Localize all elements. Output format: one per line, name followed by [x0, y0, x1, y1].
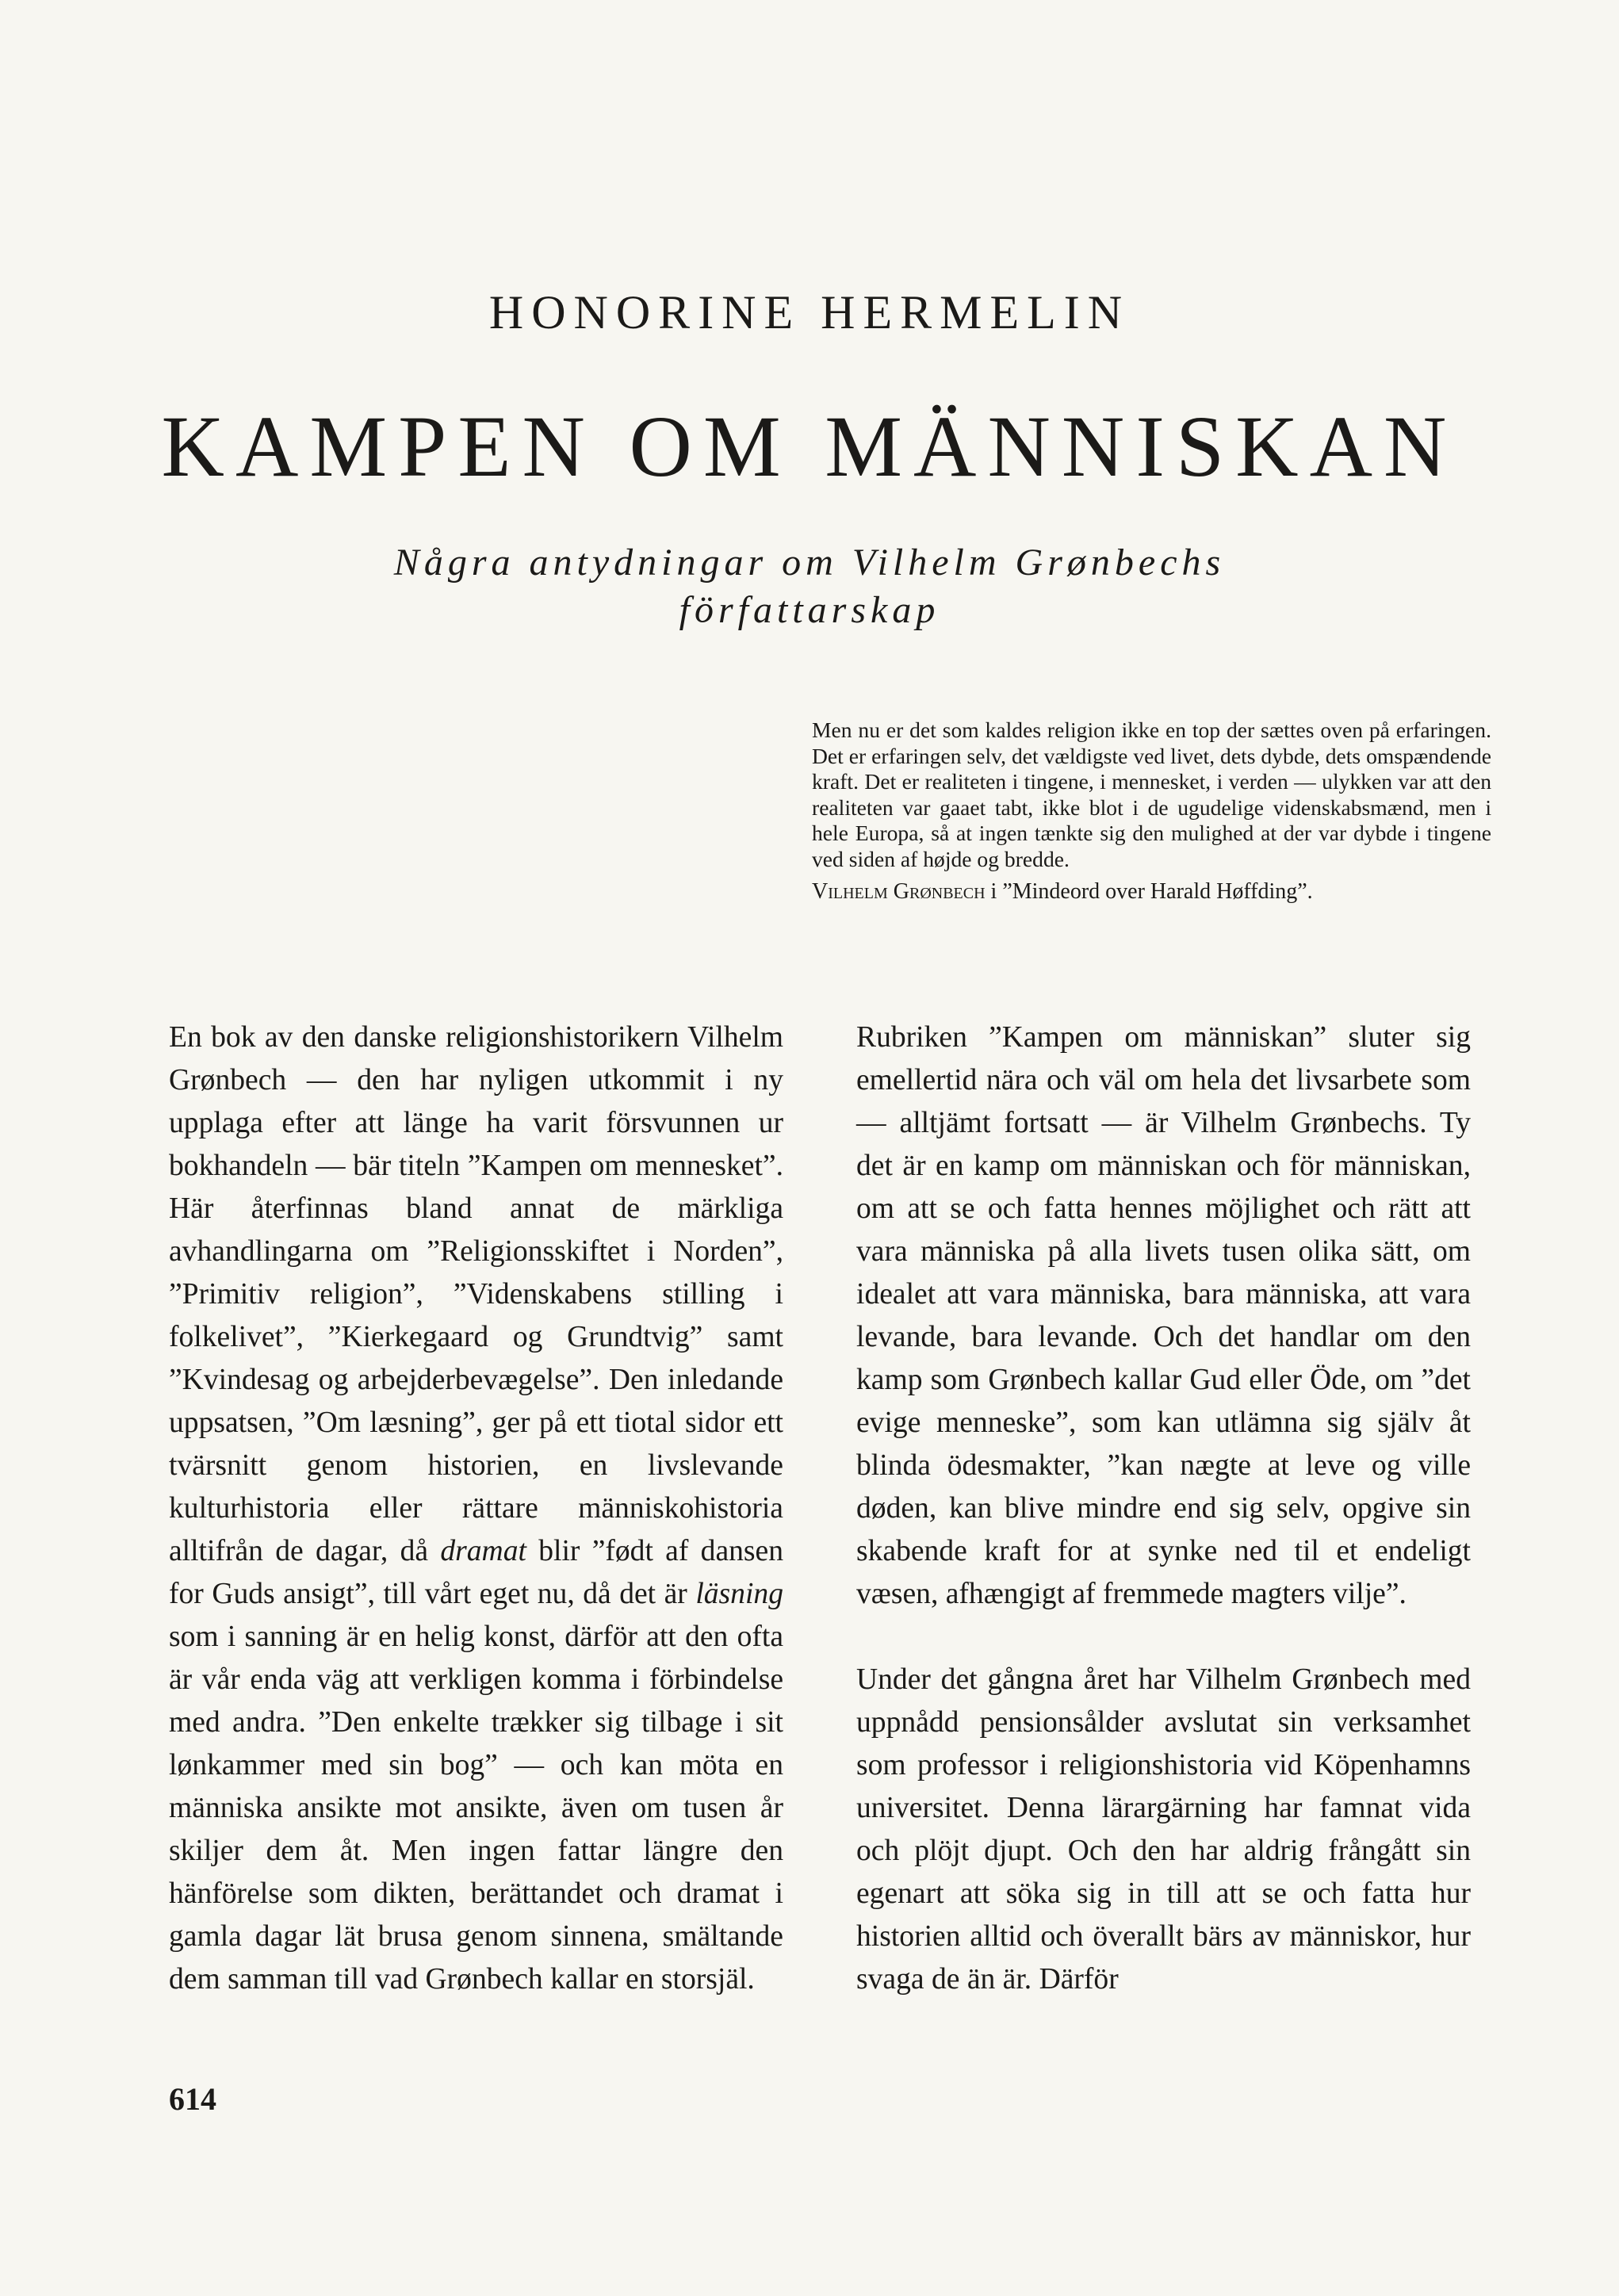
epigraph [812, 718, 1491, 905]
right-paragraph-2: Under det gångna året har Vilhelm Grønbech med uppnådd pensionsålder avslutat sin verksamhet som professor i religionshistoria vid Köpenhamns universitet. Denna lärargärning har famnat vida och plöjt djupt. Och den har aldrig frångått sin egenart att söka sig in till att se och fatta hur historien alltid och överallt bärs av människor, hur svaga de än är. Därför [856, 1663, 1471, 1996]
epigraph-source-rest: i ”Mindeord over Harald Høffding”. [985, 878, 1313, 904]
page-number: 614 [169, 2081, 216, 2117]
left-italic-lasning: läsning [695, 1578, 783, 1610]
author-name: HONORINE HERMELIN [488, 286, 1131, 339]
subtitle-line-2: författarskap [679, 589, 940, 631]
right-paragraph-1: Rubriken ”Kampen om människan” sluter sig emellertid nära och väl om hela det livsarbete som — alltjämt fortsatt — är Vilhelm Grønbechs. Ty det är en kamp om människan och för människan, om att se och fatta hennes möjlighet och rätt att vara människa på alla livets tusen olika sätt, om idealet att vara människa, bara människa, att vara levande, bara levande. Och det handlar om den kamp som Grønbech kallar Gud eller Öde, om ”det evige menneske”, som kan utlämna sig själv åt blinda ödesmakter, ”kan nægte at leve og ville døden, kan blive mindre end sig selv, opgive sin skabende kraft for at synke ned til et endeligt væsen, afhængigt af fremmede magters vilje”. [856, 1021, 1471, 1610]
left-text-2: blir ”født af dansen for Guds ansigt”, till vårt eget nu, då det är [169, 1535, 784, 1610]
article-subtitle [0, 539, 1619, 634]
epigraph-source-author: Vilhelm Grønbech [812, 878, 986, 904]
left-text-3: som i sanning är en helig konst, därför att den ofta är vår enda väg att verkligen komma i förbindelse med andra. ”Den enkelte trækker sig tilbage i sit lønkammer med sin bog” — och kan möta en människa ansikte mot ansikte, även om tusen år skiljer dem åt. Men ingen fattar längre den hänförelse som dikten, berättandet och dramat i gamla dagar lät brusa genom sinnena, smältande dem samman till vad Grønbech kallar en storsjäl. [169, 1621, 783, 1996]
right-column [856, 1016, 1471, 2001]
epigraph-text: Men nu er det som kaldes religion ikke en top der sættes oven på erfaringen. Det er erfaringen selv, det vældigste ved livet, dets dybde, dets omspændende kraft. Det er realiteten i tingene, i mennesket, i verden — ulykken var att den realiteten var gaaet tabt, ikke blot i de ugudelige videnskabsmænd, men i hele Europa, så at ingen tænkte sig den mulighed at der var dybde i tingene ved siden af højde og bredde. [812, 718, 1491, 871]
article-title: KAMPEN OM MÄNNISKAN [161, 398, 1458, 495]
left-column [169, 1016, 783, 2001]
subtitle-line-1: Några antydningar om Vilhelm Grønbechs [393, 541, 1226, 584]
epigraph-source [812, 879, 1491, 905]
left-text-1: En bok av den danske religionshistorikern Vilhelm Grønbech — den har nyligen utkommit i ny upplaga efter att länge ha varit försvunnen ur bokhandeln — bär titeln ”Kampen om mennesket”. Här återfinnas bland annat de märkliga avhandlingarna om ”Religionsskiftet i Norden”, ”Primitiv religion”, ”Videnskabens stilling i folkelivet”, ”Kierkegaard og Grundtvig” samt ”Kvindesag og arbejderbevægelse”. Den inledande uppsatsen, ”Om læsning”, ger på ett tiotal sidor ett tvärsnitt genom historien, en livslevande kulturhistoria eller rättare människohistoria alltifrån de dagar, då [169, 1021, 783, 1567]
left-italic-dramat: dramat [440, 1535, 526, 1567]
left-paragraph [169, 1016, 783, 2001]
